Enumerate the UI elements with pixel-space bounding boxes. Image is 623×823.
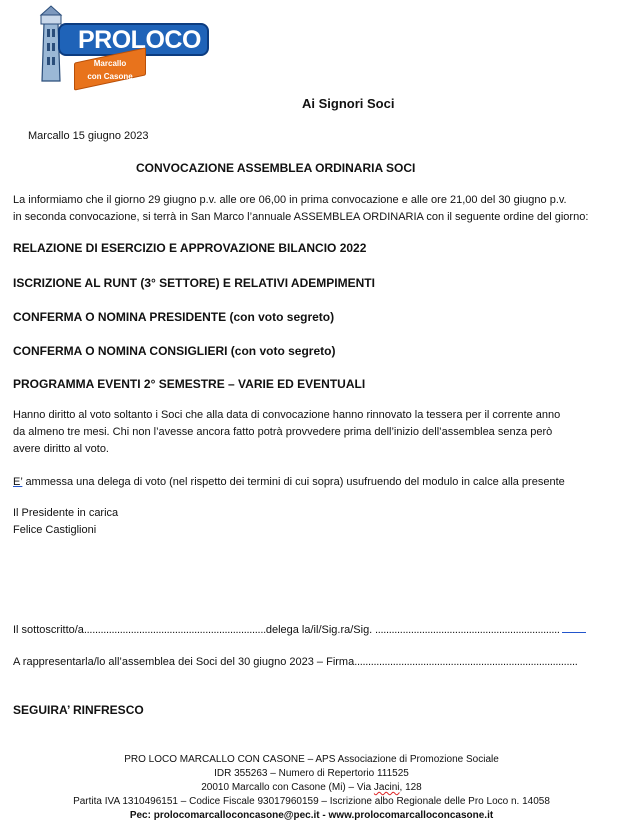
agenda-item-1: RELAZIONE DI ESERCIZIO E APPROVAZIONE BILANCIO 2022: [13, 241, 367, 255]
delegation-text: ammessa una delega di voto (nel rispetto dei termini di cui sopra) usufruendo del modulo in calce alla presente: [25, 476, 565, 488]
footer: [0, 753, 623, 823]
footer-line-3: 20010 Marcallo con Casone (Mi) – Via Jacini, 128: [201, 782, 422, 793]
agenda-item-5: PROGRAMMA EVENTI 2° SEMESTRE – VARIE ED EVENTUALI: [13, 377, 366, 391]
signature-block: [13, 505, 118, 539]
form-blue-underline: [562, 623, 586, 633]
proloco-logo: [28, 5, 201, 85]
footer-address: 20010 Marcallo con Casone (Mi) – Via: [201, 782, 372, 793]
intro-line-1: La informiamo che il giorno 29 giugno p.v. alle ore 06,00 in prima convocazione e alle ore 21,00 del 30 giugno p.v.: [13, 194, 567, 206]
delegation-paragraph: [13, 474, 618, 491]
president-role: Il Presidente in carica: [13, 507, 119, 519]
form-undersigned-dots[interactable]: ..................................................................: [83, 624, 266, 636]
footer-line-4: Partita IVA 1310496151 – Codice Fiscale 93017960159 – Iscrizione albo Regionale delle Pro Loco n. 14058: [73, 796, 550, 807]
logo-ribbon-line1: Marcallo: [93, 59, 127, 68]
addressee: Ai Signori Soci: [302, 96, 395, 111]
subject: CONVOCAZIONE ASSEMBLEA ORDINARIA SOCI: [136, 161, 416, 175]
form-signature-dots[interactable]: .................................................................................: [354, 656, 578, 668]
intro-paragraph: [13, 192, 613, 226]
form-delegate-dots[interactable]: ...................................................................: [372, 624, 560, 636]
agenda-item-4: CONFERMA O NOMINA CONSIGLIERI (con voto segreto): [13, 344, 336, 358]
voting-paragraph: [13, 407, 613, 458]
form-representation-label: A rappresentarla/lo all’assemblea dei Soci del 30 giugno 2023 – Firma: [13, 656, 355, 668]
agenda-item-3: CONFERMA O NOMINA PRESIDENTE (con voto segreto): [13, 310, 335, 324]
delegation-form-line-2: [13, 654, 613, 671]
form-undersigned-label: Il sottoscritto/a: [13, 624, 84, 636]
voting-line-1: Hanno diritto al voto soltanto i Soci che alla data di convocazione hanno rinnovato la tessera per il corrente anno: [13, 409, 561, 421]
voting-line-3: avere diritto al voto.: [13, 443, 109, 455]
delegation-form-line-1: [13, 622, 603, 639]
form-delegate-label: delega la/il/Sig.ra/Sig.: [265, 624, 373, 636]
agenda-item-2: ISCRIZIONE AL RUNT (3° SETTORE) E RELATIVI ADEMPIMENTI: [13, 276, 375, 290]
footer-street: Jacini: [373, 782, 400, 793]
delegation-first-word: E’: [13, 476, 23, 488]
logo-ribbon-line2: con Casone: [87, 72, 133, 81]
place-date: Marcallo 15 giugno 2023: [28, 130, 149, 142]
footer-line-1: PRO LOCO MARCALLO CON CASONE – APS Associazione di Promozione Sociale: [124, 754, 499, 765]
footer-street-number: 128: [405, 782, 422, 793]
closing-note: SEGUIRA’ RINFRESCO: [13, 703, 144, 717]
logo-wordmark: PROLOCO: [58, 23, 209, 56]
footer-line-5[interactable]: Pec: prolocomarcalloconcasone@pec.it - www.prolocomarcalloconcasone.it: [129, 810, 494, 821]
intro-line-2: in seconda convocazione, si terrà in San Marco l’annuale ASSEMBLEA ORDINARIA con il seguente ordine del giorno:: [13, 211, 589, 223]
footer-line-2: IDR 355263 – Numero di Repertorio 111525: [214, 768, 409, 779]
voting-line-2: da almeno tre mesi. Chi non l’avesse ancora fatto potrà provvedere prima dell’inizio dell’assemblea senza però: [13, 426, 553, 438]
president-name: Felice Castiglioni: [13, 524, 97, 536]
